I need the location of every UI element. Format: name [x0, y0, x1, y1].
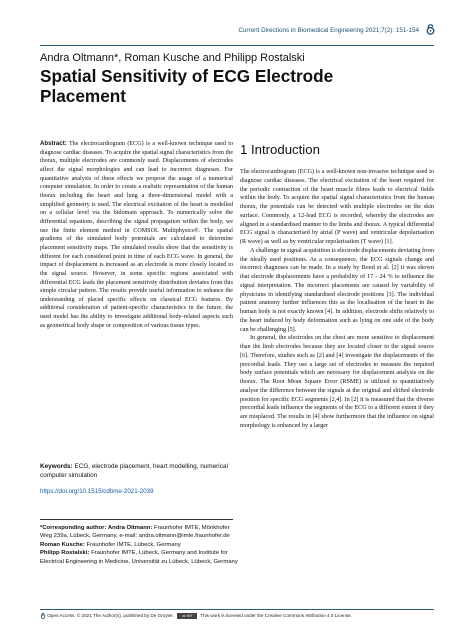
- abstract-text: The electrocardiogram (ECG) is a well-known technique used to diagnose cardiac diseases. To acquire the spatial signal characteristics from the thorax, multiple electrodes are commonly used. Displacements of electrodes affect the signal morphologies and can lead to incorrect diagnoses. For quantitative analysis of these effects we propose the usage of a numerical computer simulation. In order to create a realistic representation of the human thorax including the heart and lung a three-dimensional model with a simplified geometry is used. The electrical excitation of the heart is modelled on a cellular level via the bidomain approach. To numerically solve the differential equations, describing the signal propagation within the body, we use the finite element method in COMSOL Multiphysics®. The spatial gradients of the simulated body potentials are calculated to determine placement sensitivity maps. The simulated results show that the sensitivity is different for each considered point in time of each ECG wave. In general, the impact of displacement is increased as an electrode is more closely located to the signal source. However, in some specific regions associated with differential ECG leads the placement sensitivity distribution deviates from this simple circular pattern. The results provide useful information to enhance the understanding of placed specific effects on classical ECG features. By additional consideration of patient-specific characteristics in the future, the used model has the ability to investigate additional body-related aspects such as geometrical body shape or composition of various tissue types.: [40, 141, 233, 329]
- footer-license: This work is licensed under the Creative Commons Attribution 4.0 License.: [200, 613, 352, 619]
- journal-citation: Current Directions in Biomedical Engineering 2021;7(2): 151-154: [238, 27, 419, 34]
- keywords-text: ECG, electrode placement, heart modelling, numerical computer simulation: [40, 463, 228, 479]
- footer-open-access: Open Access. © 2021 The Author(s), published by De Gruyter.: [47, 613, 174, 619]
- footer: [40, 613, 440, 619]
- paper-title: Spatial Sensitivity of ECG Electrode Placement: [40, 66, 334, 106]
- open-access-icon: [40, 613, 46, 619]
- keywords: [40, 463, 233, 481]
- footnote-text: Fraunhofer IMTE, Lübeck, Germany and Institute for Electrical Engineering in Medicine, Universität zu Lübeck, Lübeck, Germany: [40, 550, 238, 565]
- footnote-rule: [40, 519, 233, 520]
- abstract: [40, 140, 233, 330]
- footer-rule: [40, 609, 434, 610]
- footnote-corresponding: [40, 524, 240, 541]
- paragraph: A challenge in signal acquisition is electrode displacements deviating from the ideally used positions. As a consequence, the ECG signals change and incorrect diagnoses can be made. In a study by Bond et al. [2] it was shown that electrode displacements have a probability of 17 - 24 % to influence the signal interpretation. The incorrect placements are caused by variability of physicians in identifying standardised electrode positions [3]. The individual patient anatomy further influences this as the localisation of the heart in the human body is not exactly known [4]. In addition, electrode shifts relatively to the heart induced by body deformation such as lying on one side of the body can be challenging [5].: [240, 247, 434, 333]
- paragraph: The electrocardiogram (ECG) is a well-known non-invasive technique used to diagnose cardiac diseases. The electrical excitation of the heart required for the periodic contraction of the heart muscle fibres leads to electrical fields within the body. To acquire the spatial signal characteristics from the human thorax, the potentials can be detected with multiple electrodes on the skin surface. Commonly, a 12-lead ECG is recorded, whereby the electrodes are aligned in a standardised manner to the limbs and thorax. A typical differential ECG signal is characterised by atrial (P wave) and ventricular depolarisation (R wave) as well as by ventricular repolarisation (T wave) [1].: [240, 169, 434, 245]
- author-list: Andra Oltmann*, Roman Kusche and Philipp Rostalski: [40, 52, 305, 64]
- doi-link[interactable]: https://doi.org/10.1515/cdbme-2021-2039: [40, 488, 154, 495]
- header-rule: [40, 45, 434, 46]
- keywords-label: Keywords:: [40, 463, 73, 470]
- section-heading: 1 Introduction: [240, 142, 320, 157]
- abstract-label: Abstract:: [40, 140, 67, 147]
- open-access-icon: [425, 24, 436, 35]
- footnote-label: Roman Kusche:: [40, 541, 85, 548]
- footnote-text: Fraunhofer IMTE, Mönkhofer Weg 239a, Lübeck, Germany, e-mail: andra.oltmann@imte.fraunhofer.de: [40, 525, 230, 540]
- author-footnotes: [40, 524, 240, 566]
- footnote-label: Philipp Rostalski:: [40, 550, 90, 557]
- cc-by-license-icon: cc BY: [177, 613, 197, 619]
- footnote-kusche: [40, 541, 240, 549]
- footnote-label: *Corresponding author: Andra Oltmann:: [40, 525, 153, 531]
- footnote-text: Fraunhofer IMTE, Lübeck, Germany: [84, 541, 181, 548]
- paragraph: In general, the electrodes on the chest are more sensitive to displacement than the limb electrodes because they are located closer to the signal source [6]. Therefore, studies such as [2] and [4] investigate the displacements of the precordial leads. They use a large set of electrodes to measure the required body surface potentials which are necessary for displacement analysis on the thorax. The Root Mean Square Error (RSME) is utilized to quantitatively analyse the difference between the signals at the original and shifted electrode position for specific ECG segments [2,4]. In [2] it is measured that the diverse precordial leads influence the segments of the ECG to a different extent if they are misplaced. The results in [4] show furthermore that the influence on signal morphology is enhanced by a larger: [240, 335, 434, 429]
- footnote-rostalski: [40, 549, 240, 566]
- introduction-body: [240, 168, 434, 431]
